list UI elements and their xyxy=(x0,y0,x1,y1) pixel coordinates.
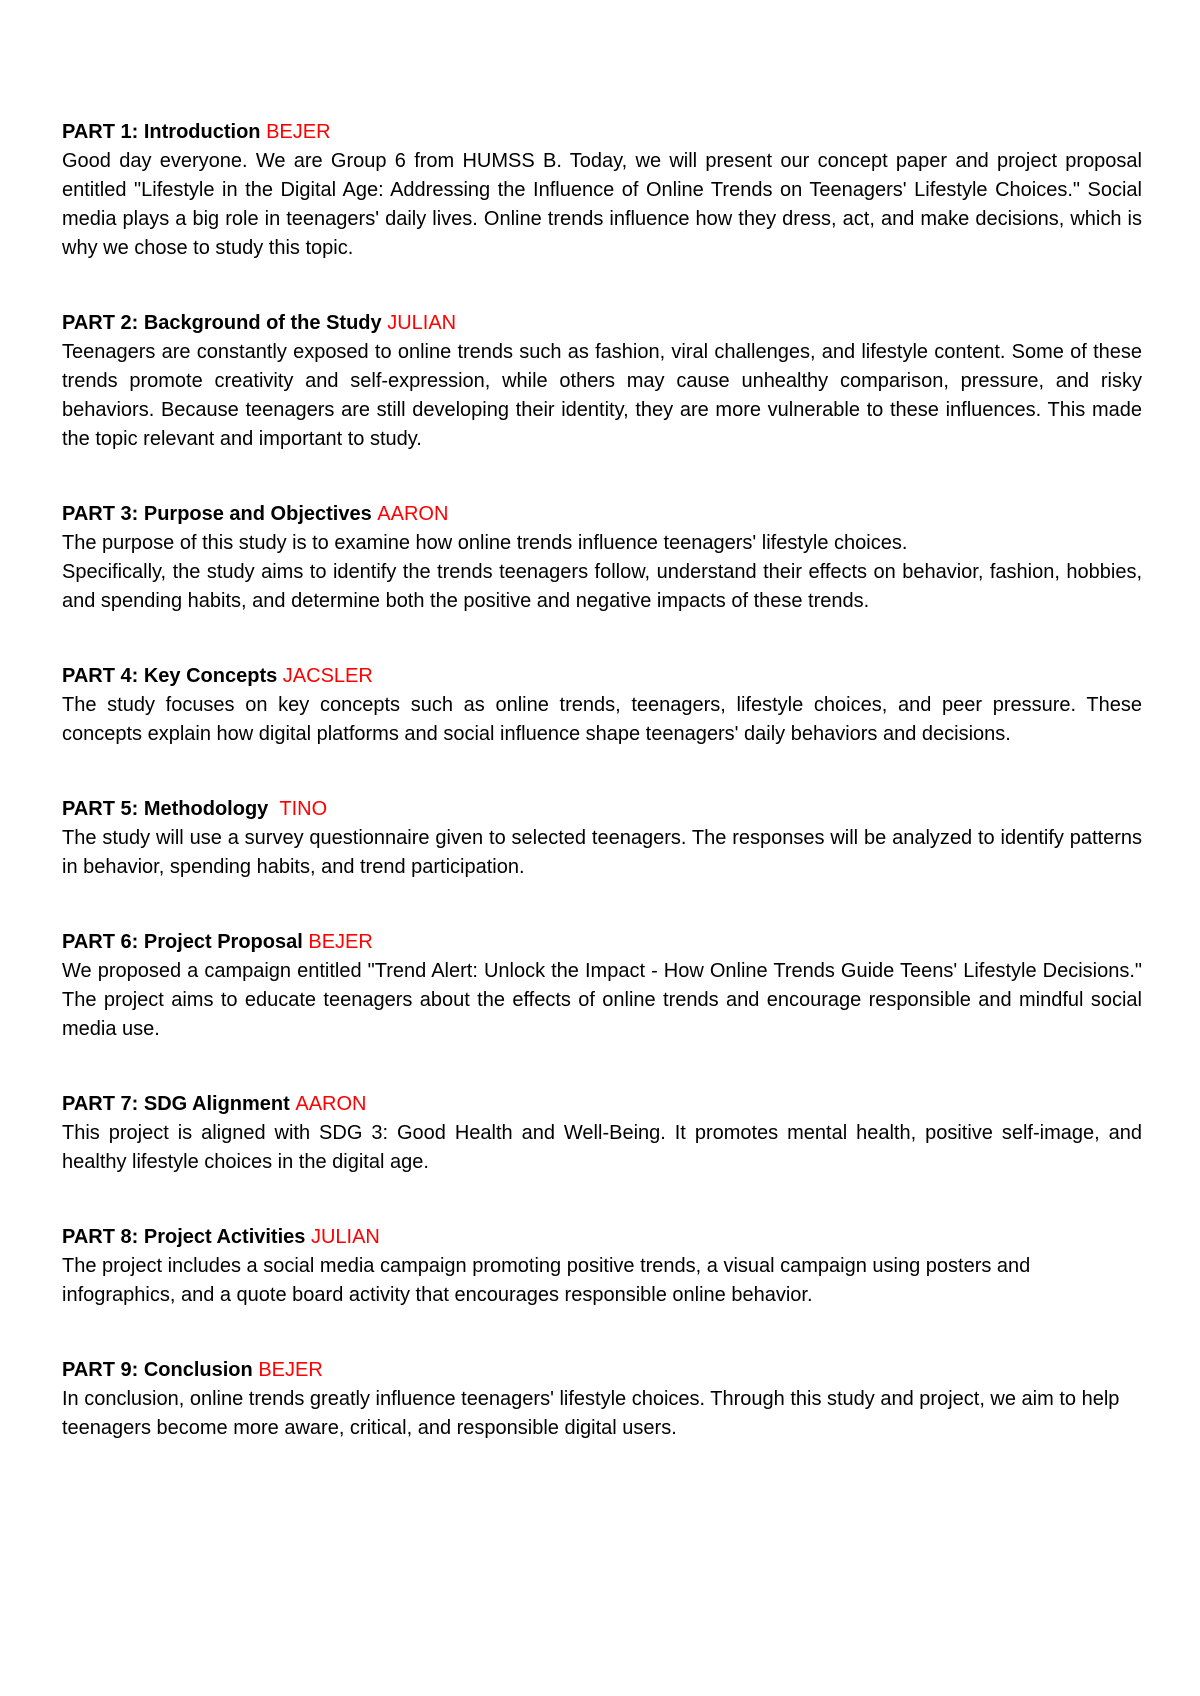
presenter-name: BEJER xyxy=(258,1359,323,1381)
section-background xyxy=(62,309,1142,454)
presenter-name: JACSLER xyxy=(282,665,373,687)
section-paragraph: The study will use a survey questionnaire given to selected teenagers. The responses will be analyzed to identify patterns in behavior, spending habits, and trend participation. xyxy=(62,827,1142,878)
section-project-proposal xyxy=(62,928,1142,1044)
section-heading xyxy=(62,309,1142,338)
presenter-name: BEJER xyxy=(308,931,373,953)
section-paragraph: This project is aligned with SDG 3: Good Health and Well-Being. It promotes mental health, positive self-image, and healthy lifestyle choices in the digital age. xyxy=(62,1122,1142,1173)
section-paragraph: We proposed a campaign entitled "Trend Alert: Unlock the Impact - How Online Trends Guide Teens' Lifestyle Decisions." The project aims to educate teenagers about the effects of online trends and encourage responsible and mindful social media use. xyxy=(62,960,1142,1040)
presenter-name: TINO xyxy=(279,798,328,820)
section-paragraph: The purpose of this study is to examine how online trends influence teenagers' lifestyle choices. xyxy=(62,532,908,554)
heading-title: PART 1: Introduction xyxy=(62,121,261,143)
document-page xyxy=(62,118,1142,1489)
section-heading xyxy=(62,118,1142,147)
presenter-name: JULIAN xyxy=(387,312,457,334)
presenter-name: AARON xyxy=(295,1093,367,1115)
section-conclusion xyxy=(62,1356,1142,1443)
heading-title: PART 4: Key Concepts xyxy=(62,665,278,687)
section-paragraph: Teenagers are constantly exposed to online trends such as fashion, viral challenges, and lifestyle content. Some of these trends promote creativity and self-expression, while others may cause unhealthy comparison, pressure, and risky behaviors. Because teenagers are still developing their identity, they are more vulnerable to these influences. This made the topic relevant and important to study. xyxy=(62,341,1142,450)
section-key-concepts xyxy=(62,662,1142,749)
presenter-name: BEJER xyxy=(266,121,331,143)
presenter-name: JULIAN xyxy=(310,1226,380,1248)
presenter-name: AARON xyxy=(377,503,449,525)
heading-title: PART 9: Conclusion xyxy=(62,1359,253,1381)
heading-title: PART 2: Background of the Study xyxy=(62,312,382,334)
section-methodology xyxy=(62,795,1142,882)
heading-title: PART 5: Methodology xyxy=(62,798,269,820)
heading-title: PART 8: Project Activities xyxy=(62,1226,306,1248)
section-paragraph: The project includes a social media campaign promoting positive trends, a visual campaign using posters and infographics, and a quote board activity that encourages responsible online behavior. xyxy=(62,1255,1031,1306)
section-heading xyxy=(62,1090,1142,1119)
section-heading xyxy=(62,500,1142,529)
section-project-activities xyxy=(62,1223,1142,1310)
section-heading xyxy=(62,795,1142,824)
section-paragraph: Specifically, the study aims to identify the trends teenagers follow, understand their effects on behavior, fashion, hobbies, and spending habits, and determine both the positive and negative impacts of these trends. xyxy=(62,561,1142,612)
section-purpose xyxy=(62,500,1142,616)
section-sdg-alignment xyxy=(62,1090,1142,1177)
section-heading xyxy=(62,1356,1142,1385)
section-heading xyxy=(62,1223,1142,1252)
section-paragraph: The study focuses on key concepts such as online trends, teenagers, lifestyle choices, and peer pressure. These concepts explain how digital platforms and social influence shape teenagers' daily behaviors and decisions. xyxy=(62,694,1142,745)
section-heading xyxy=(62,662,1142,691)
section-introduction xyxy=(62,118,1142,263)
section-paragraph: In conclusion, online trends greatly influence teenagers' lifestyle choices. Through this study and project, we aim to help teenagers become more aware, critical, and responsible digital users. xyxy=(62,1388,1120,1439)
section-heading xyxy=(62,928,1142,957)
heading-title: PART 7: SDG Alignment xyxy=(62,1093,290,1115)
heading-title: PART 3: Purpose and Objectives xyxy=(62,503,372,525)
section-paragraph: Good day everyone. We are Group 6 from HUMSS B. Today, we will present our concept paper and project proposal entitled "Lifestyle in the Digital Age: Addressing the Influence of Online Trends on Teenagers' Lifestyle Choices." Social media plays a big role in teenagers' daily lives. Online trends influence how they dress, act, and make decisions, which is why we chose to study this topic. xyxy=(62,150,1142,259)
heading-title: PART 6: Project Proposal xyxy=(62,931,303,953)
